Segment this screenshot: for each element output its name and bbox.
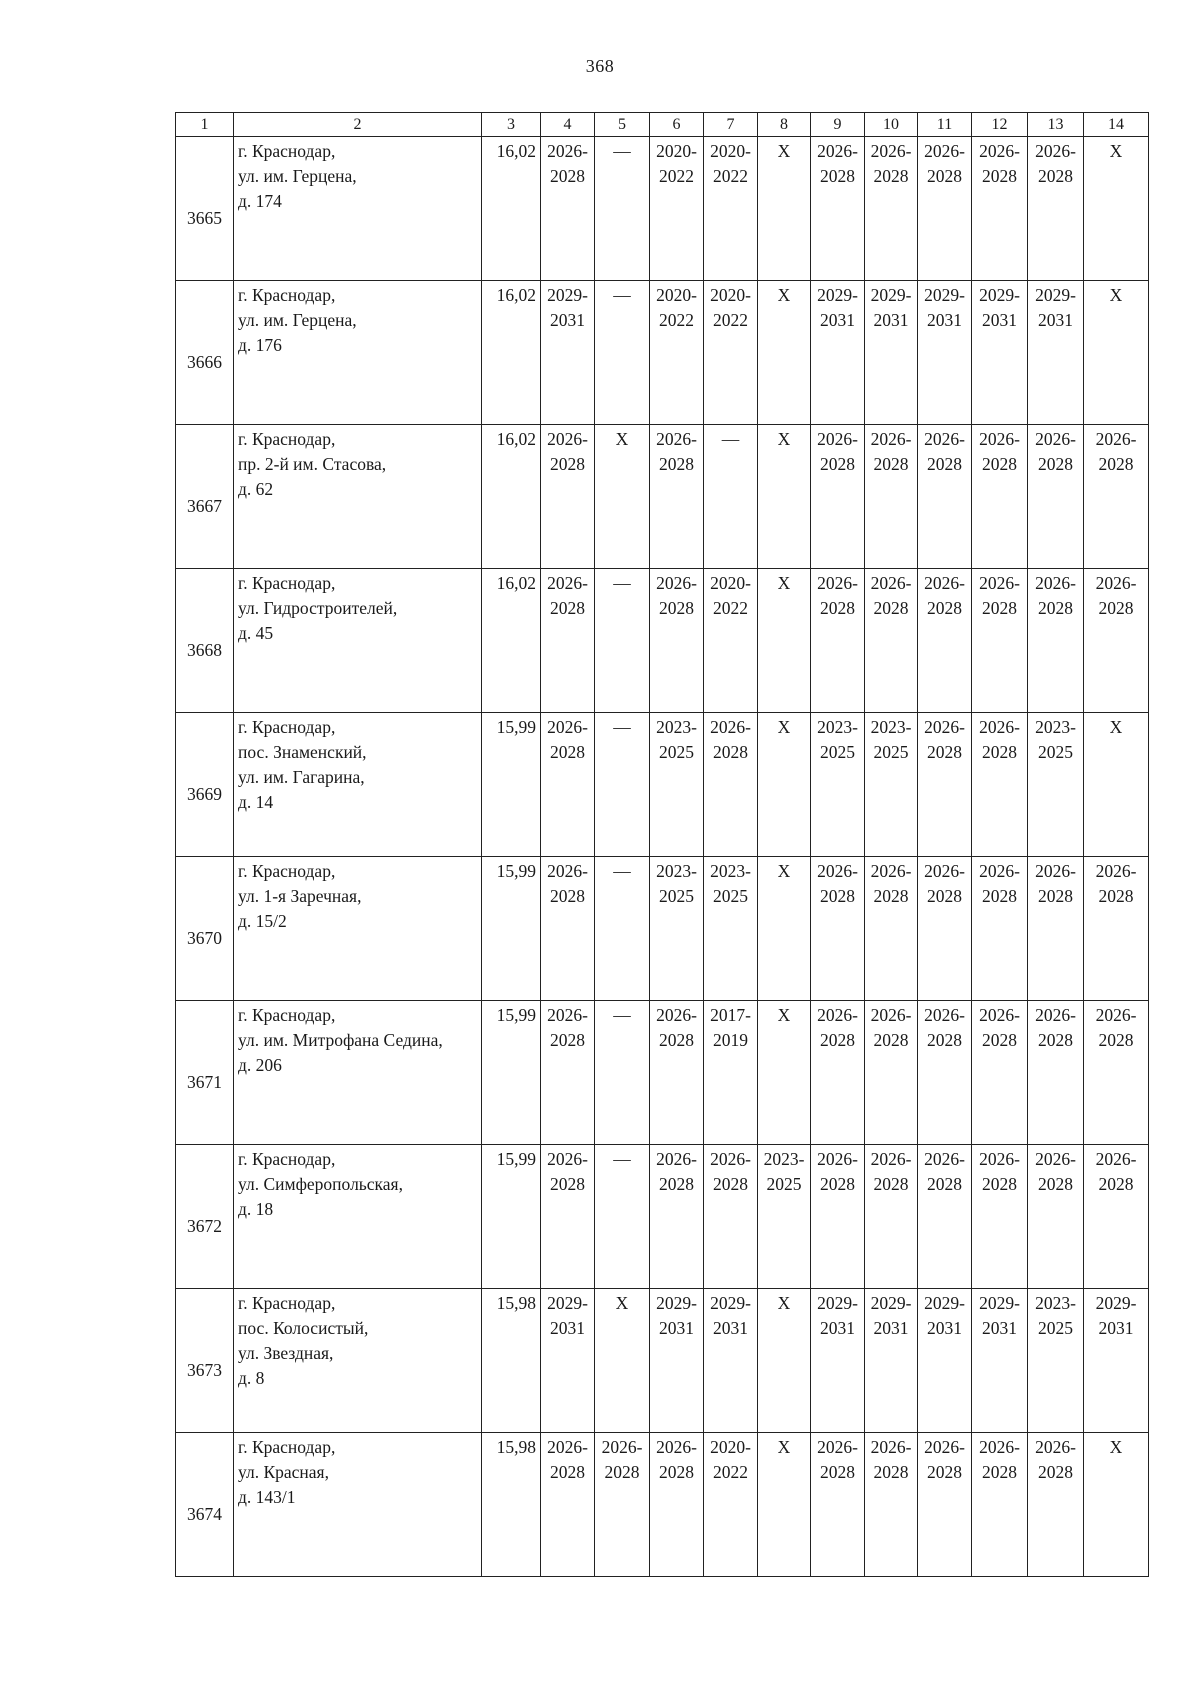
area-cell: 15,99 [482, 1001, 541, 1145]
table-row [176, 1001, 1149, 1145]
period-cell-col-10: 2026- 2028 [865, 569, 918, 713]
period-cell-col-9: 2026- 2028 [811, 569, 865, 713]
period-cell-col-12: 2029- 2031 [972, 1289, 1028, 1433]
address-cell [234, 425, 482, 569]
period-cell-col-7: 2029- 2031 [704, 1289, 758, 1433]
address-line: г. Краснодар, [238, 717, 336, 737]
period-cell-col-11: 2026- 2028 [918, 137, 972, 281]
period-cell-col-6: 2026- 2028 [650, 1145, 704, 1289]
table-row [176, 425, 1149, 569]
address-line: ул. Симферопольская, [238, 1174, 403, 1194]
row-number: 3669 [176, 713, 234, 857]
period-cell-col-8: Х [758, 281, 811, 425]
period-cell-col-14: Х [1084, 1433, 1149, 1577]
address-line: г. Краснодар, [238, 285, 336, 305]
period-cell-col-11: 2029- 2031 [918, 1289, 972, 1433]
period-cell-col-4: 2026- 2028 [541, 569, 595, 713]
period-cell-col-7: — [704, 425, 758, 569]
period-cell-col-6: 2026- 2028 [650, 425, 704, 569]
address-line: д. 62 [238, 479, 274, 499]
address-line: д. 206 [238, 1055, 282, 1075]
period-cell-col-12: 2026- 2028 [972, 569, 1028, 713]
period-cell-col-14: 2029- 2031 [1084, 1289, 1149, 1433]
period-cell-col-5: — [595, 569, 650, 713]
address-line: г. Краснодар, [238, 861, 336, 881]
period-cell-col-10: 2026- 2028 [865, 1001, 918, 1145]
period-cell-col-5: — [595, 1145, 650, 1289]
column-header-7: 7 [704, 113, 758, 137]
column-header-12: 12 [972, 113, 1028, 137]
column-header-14: 14 [1084, 113, 1149, 137]
address-line: д. 15/2 [238, 911, 287, 931]
period-cell-col-5: — [595, 857, 650, 1001]
row-number: 3665 [176, 137, 234, 281]
address-line: д. 14 [238, 792, 274, 812]
area-cell: 15,98 [482, 1433, 541, 1577]
period-cell-col-4: 2026- 2028 [541, 137, 595, 281]
period-cell-col-11: 2026- 2028 [918, 569, 972, 713]
address-line: ул. Красная, [238, 1462, 329, 1482]
period-cell-col-7: 2017- 2019 [704, 1001, 758, 1145]
period-cell-col-10: 2023- 2025 [865, 713, 918, 857]
period-cell-col-10: 2026- 2028 [865, 1145, 918, 1289]
period-cell-col-10: 2026- 2028 [865, 1433, 918, 1577]
period-cell-col-10: 2026- 2028 [865, 137, 918, 281]
period-cell-col-13: 2026- 2028 [1028, 425, 1084, 569]
address-line: г. Краснодар, [238, 429, 336, 449]
period-cell-col-7: 2020- 2022 [704, 137, 758, 281]
address-line: ул. им. Митрофана Седина, [238, 1030, 443, 1050]
period-cell-col-13: 2026- 2028 [1028, 1001, 1084, 1145]
address-line: г. Краснодар, [238, 573, 336, 593]
table-row [176, 281, 1149, 425]
address-cell [234, 857, 482, 1001]
address-cell [234, 1145, 482, 1289]
period-cell-col-11: 2026- 2028 [918, 1001, 972, 1145]
period-cell-col-9: 2026- 2028 [811, 1433, 865, 1577]
period-cell-col-8: Х [758, 1289, 811, 1433]
period-cell-col-12: 2026- 2028 [972, 1433, 1028, 1577]
address-line: ул. 1-я Заречная, [238, 886, 362, 906]
column-header-8: 8 [758, 113, 811, 137]
address-line: д. 18 [238, 1199, 274, 1219]
period-cell-col-13: 2023- 2025 [1028, 1289, 1084, 1433]
period-cell-col-8: Х [758, 425, 811, 569]
period-cell-col-11: 2026- 2028 [918, 425, 972, 569]
period-cell-col-9: 2029- 2031 [811, 1289, 865, 1433]
area-cell: 16,02 [482, 569, 541, 713]
row-number: 3673 [176, 1289, 234, 1433]
period-cell-col-6: 2023- 2025 [650, 713, 704, 857]
period-cell-col-13: 2026- 2028 [1028, 1145, 1084, 1289]
period-cell-col-7: 2026- 2028 [704, 1145, 758, 1289]
period-cell-col-4: 2026- 2028 [541, 713, 595, 857]
period-cell-col-6: 2023- 2025 [650, 857, 704, 1001]
period-cell-col-13: 2026- 2028 [1028, 857, 1084, 1001]
period-cell-col-14: 2026- 2028 [1084, 1001, 1149, 1145]
period-cell-col-6: 2029- 2031 [650, 1289, 704, 1433]
row-number: 3668 [176, 569, 234, 713]
period-cell-col-5: Х [595, 425, 650, 569]
period-cell-col-13: 2023- 2025 [1028, 713, 1084, 857]
period-cell-col-8: Х [758, 137, 811, 281]
area-cell: 16,02 [482, 425, 541, 569]
period-cell-col-4: 2026- 2028 [541, 425, 595, 569]
address-line: ул. Звездная, [238, 1343, 334, 1363]
period-cell-col-7: 2023- 2025 [704, 857, 758, 1001]
table-row [176, 713, 1149, 857]
period-cell-col-5: — [595, 281, 650, 425]
period-cell-col-9: 2026- 2028 [811, 857, 865, 1001]
table-row [176, 1289, 1149, 1433]
period-cell-col-11: 2026- 2028 [918, 857, 972, 1001]
period-cell-col-6: 2026- 2028 [650, 1433, 704, 1577]
address-line: г. Краснодар, [238, 1149, 336, 1169]
period-cell-col-14: 2026- 2028 [1084, 569, 1149, 713]
address-line: ул. им. Герцена, [238, 166, 357, 186]
period-cell-col-4: 2026- 2028 [541, 1001, 595, 1145]
period-cell-col-4: 2029- 2031 [541, 281, 595, 425]
period-cell-col-14: 2026- 2028 [1084, 1145, 1149, 1289]
period-cell-col-5: 2026- 2028 [595, 1433, 650, 1577]
area-cell: 15,98 [482, 1289, 541, 1433]
period-cell-col-10: 2026- 2028 [865, 425, 918, 569]
period-cell-col-10: 2026- 2028 [865, 857, 918, 1001]
period-cell-col-14: Х [1084, 137, 1149, 281]
address-cell [234, 713, 482, 857]
period-cell-col-7: 2026- 2028 [704, 713, 758, 857]
area-cell: 15,99 [482, 1145, 541, 1289]
period-cell-col-7: 2020- 2022 [704, 569, 758, 713]
address-line: д. 176 [238, 335, 282, 355]
period-cell-col-14: Х [1084, 281, 1149, 425]
period-cell-col-10: 2029- 2031 [865, 1289, 918, 1433]
address-line: г. Краснодар, [238, 141, 336, 161]
period-cell-col-5: — [595, 713, 650, 857]
row-number: 3672 [176, 1145, 234, 1289]
period-cell-col-8: Х [758, 1433, 811, 1577]
period-cell-col-8: Х [758, 857, 811, 1001]
column-header-6: 6 [650, 113, 704, 137]
address-line: д. 143/1 [238, 1487, 296, 1507]
period-cell-col-7: 2020- 2022 [704, 1433, 758, 1577]
column-header-9: 9 [811, 113, 865, 137]
period-cell-col-9: 2026- 2028 [811, 137, 865, 281]
address-cell [234, 281, 482, 425]
period-cell-col-13: 2026- 2028 [1028, 1433, 1084, 1577]
period-cell-col-6: 2026- 2028 [650, 1001, 704, 1145]
column-header-13: 13 [1028, 113, 1084, 137]
address-line: пр. 2-й им. Стасова, [238, 454, 387, 474]
row-number: 3670 [176, 857, 234, 1001]
period-cell-col-12: 2026- 2028 [972, 137, 1028, 281]
address-cell [234, 569, 482, 713]
period-cell-col-12: 2026- 2028 [972, 425, 1028, 569]
column-header-5: 5 [595, 113, 650, 137]
table-row [176, 1145, 1149, 1289]
period-cell-col-5: — [595, 1001, 650, 1145]
address-line: ул. Гидростроителей, [238, 598, 398, 618]
period-cell-col-4: 2026- 2028 [541, 1433, 595, 1577]
column-header-10: 10 [865, 113, 918, 137]
row-number: 3667 [176, 425, 234, 569]
period-cell-col-13: 2026- 2028 [1028, 569, 1084, 713]
period-cell-col-11: 2026- 2028 [918, 1145, 972, 1289]
period-cell-col-5: — [595, 137, 650, 281]
period-cell-col-12: 2026- 2028 [972, 713, 1028, 857]
period-cell-col-13: 2029- 2031 [1028, 281, 1084, 425]
period-cell-col-7: 2020- 2022 [704, 281, 758, 425]
repair-schedule-table [175, 112, 1149, 1577]
address-line: д. 45 [238, 623, 274, 643]
address-line: пос. Колосистый, [238, 1318, 369, 1338]
table-row [176, 1433, 1149, 1577]
period-cell-col-14: Х [1084, 713, 1149, 857]
address-cell [234, 137, 482, 281]
address-line: д. 174 [238, 191, 282, 211]
column-header-3: 3 [482, 113, 541, 137]
period-cell-col-6: 2020- 2022 [650, 137, 704, 281]
column-header-4: 4 [541, 113, 595, 137]
period-cell-col-14: 2026- 2028 [1084, 857, 1149, 1001]
period-cell-col-9: 2023- 2025 [811, 713, 865, 857]
period-cell-col-9: 2026- 2028 [811, 425, 865, 569]
area-cell: 15,99 [482, 857, 541, 1001]
period-cell-col-8: Х [758, 1001, 811, 1145]
address-line: д. 8 [238, 1368, 265, 1388]
period-cell-col-11: 2029- 2031 [918, 281, 972, 425]
period-cell-col-14: 2026- 2028 [1084, 425, 1149, 569]
period-cell-col-10: 2029- 2031 [865, 281, 918, 425]
address-cell [234, 1001, 482, 1145]
area-cell: 16,02 [482, 281, 541, 425]
period-cell-col-12: 2029- 2031 [972, 281, 1028, 425]
address-line: пос. Знаменский, [238, 742, 367, 762]
period-cell-col-4: 2029- 2031 [541, 1289, 595, 1433]
period-cell-col-12: 2026- 2028 [972, 1145, 1028, 1289]
period-cell-col-8: 2023- 2025 [758, 1145, 811, 1289]
table-row [176, 569, 1149, 713]
table-row [176, 137, 1149, 281]
row-number: 3666 [176, 281, 234, 425]
address-line: г. Краснодар, [238, 1293, 336, 1313]
address-line: ул. им. Гагарина, [238, 767, 365, 787]
column-header-2: 2 [234, 113, 482, 137]
period-cell-col-12: 2026- 2028 [972, 1001, 1028, 1145]
address-line: г. Краснодар, [238, 1005, 336, 1025]
period-cell-col-4: 2026- 2028 [541, 857, 595, 1001]
period-cell-col-9: 2026- 2028 [811, 1145, 865, 1289]
row-number: 3671 [176, 1001, 234, 1145]
period-cell-col-11: 2026- 2028 [918, 713, 972, 857]
period-cell-col-9: 2026- 2028 [811, 1001, 865, 1145]
page-number: 368 [585, 56, 615, 76]
address-line: г. Краснодар, [238, 1437, 336, 1457]
area-cell: 15,99 [482, 713, 541, 857]
period-cell-col-13: 2026- 2028 [1028, 137, 1084, 281]
period-cell-col-11: 2026- 2028 [918, 1433, 972, 1577]
address-cell [234, 1289, 482, 1433]
row-number: 3674 [176, 1433, 234, 1577]
period-cell-col-5: Х [595, 1289, 650, 1433]
period-cell-col-12: 2026- 2028 [972, 857, 1028, 1001]
table-row [176, 857, 1149, 1001]
period-cell-col-9: 2029- 2031 [811, 281, 865, 425]
table-body [176, 137, 1149, 1577]
column-header-1: 1 [176, 113, 234, 137]
address-line: ул. им. Герцена, [238, 310, 357, 330]
period-cell-col-6: 2020- 2022 [650, 281, 704, 425]
address-cell [234, 1433, 482, 1577]
period-cell-col-4: 2026- 2028 [541, 1145, 595, 1289]
header-row [176, 113, 1149, 137]
period-cell-col-8: Х [758, 569, 811, 713]
area-cell: 16,02 [482, 137, 541, 281]
period-cell-col-6: 2026- 2028 [650, 569, 704, 713]
column-header-11: 11 [918, 113, 972, 137]
period-cell-col-8: Х [758, 713, 811, 857]
